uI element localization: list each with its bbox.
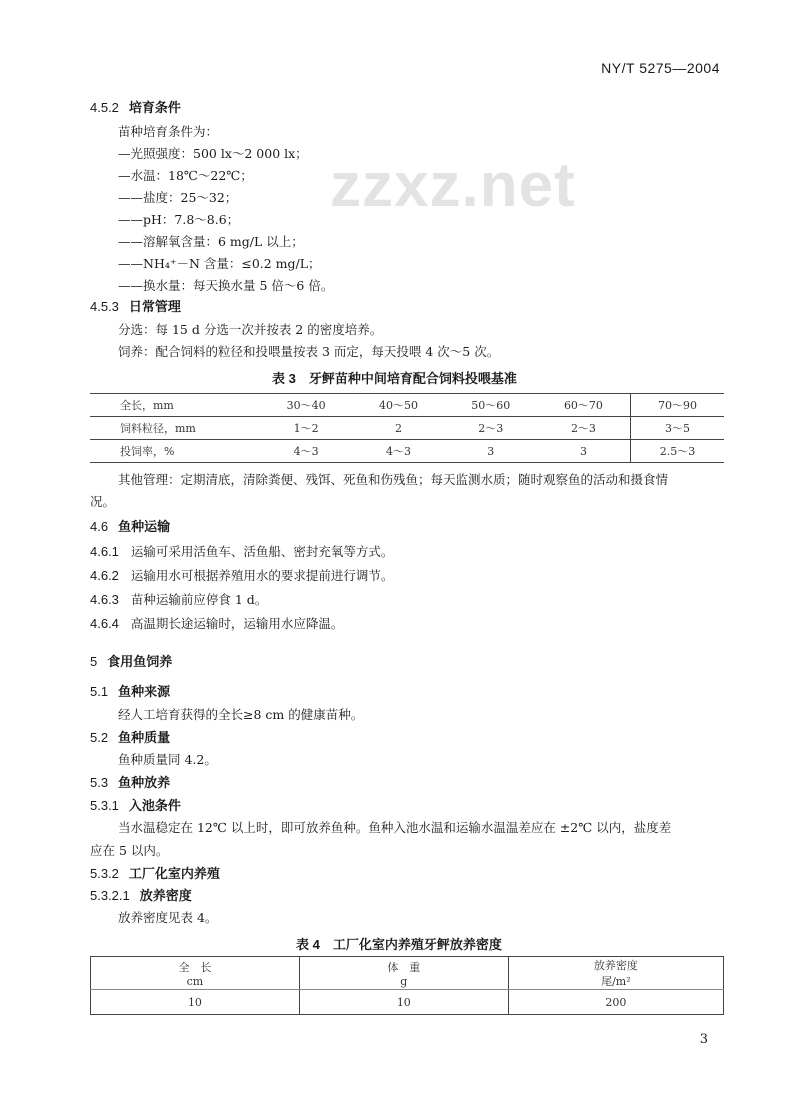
list-item: ——换水量：每天换水量 5 倍～6 倍。 [118,278,334,293]
section-heading-4-5-3 [90,299,181,315]
clause-text: 运输可采用活鱼车、活鱼船、密封充氧等方式。 [130,544,394,559]
paragraph: 鱼种质量同 4.2。 [118,752,217,767]
table-header-cell: 全 长 cm [91,957,300,990]
section-title: 培育条件 [128,100,181,115]
section-number: 4.6 [90,519,109,534]
section-heading-5-3 [90,775,170,791]
clause-4-6-2 [90,568,393,584]
section-title: 放养密度 [139,888,192,903]
section-heading-4-5-2 [90,100,181,116]
table-header-cell: 放养密度 尾/m² [508,957,723,990]
section-heading-4-6 [90,519,170,535]
paragraph: 苗种培育条件为： [118,124,219,139]
table-cell: 10 [91,990,300,1015]
section-number: 5.3.2 [90,866,119,881]
table-cell: 40～50 [352,394,444,417]
section-number: 4.5.3 [90,299,119,314]
table-cell: 200 [508,990,723,1015]
table-cell: 饲料粒径，mm [90,417,260,440]
table-3-caption: 表 3 牙鲆苗种中间培育配合饲料投喂基准 [272,371,517,386]
section-heading-5-3-1 [90,798,181,814]
section-number: 5.3.1 [90,798,119,813]
watermark: zzxz.net [330,151,576,220]
section-heading-5-3-2 [90,866,220,882]
table-header-row [91,957,724,990]
table-cell: 30～40 [260,394,352,417]
standard-code-header: NY/T 5275—2004 [601,60,720,76]
table-cell: 4～3 [260,440,352,463]
clause-number: 4.6.4 [90,616,119,631]
clause-4-6-4 [90,616,343,632]
paragraph: 应在 5 以内。 [90,843,169,858]
clause-number: 4.6.3 [90,592,119,607]
table-cell: 投饲率，% [90,440,260,463]
table-cell: 50～60 [445,394,537,417]
list-item: ——盐度：25～32； [118,190,238,205]
table-cell: 3 [537,440,631,463]
table-header-cell: 体 重 g [299,957,508,990]
page-number: 3 [699,1032,708,1047]
table-cell: 60～70 [537,394,631,417]
table-cell: 2～3 [537,417,631,440]
section-number: 5.2 [90,730,109,745]
clause-4-6-3 [90,592,267,608]
chapter-heading-5 [90,654,172,670]
list-item: —光照强度：500 lx～2 000 lx； [118,146,308,161]
table-row [91,990,724,1015]
section-heading-5-1 [90,684,170,700]
table-3 [90,393,724,463]
section-title: 鱼种质量 [118,730,171,745]
section-number: 5 [90,654,98,669]
table-row [90,394,724,417]
section-title: 食用鱼饲养 [107,654,173,669]
list-item: —水温：18℃～22℃； [118,168,253,183]
list-item: ——NH₄⁺－N 含量：≤0.2 mg/L； [118,256,321,271]
section-title: 鱼种运输 [118,519,171,534]
section-title: 日常管理 [128,299,181,314]
list-item: ——溶解氧含量：6 mg/L 以上； [118,234,304,249]
section-title: 鱼种来源 [118,684,171,699]
table-4 [90,956,724,1015]
paragraph: 其他管理：定期清底，清除粪便、残饵、死鱼和伤残鱼；每天监测水质；随时观察鱼的活动和摄食情 [118,472,669,487]
paragraph: 放养密度见表 4。 [118,910,218,925]
clause-number: 4.6.2 [90,568,119,583]
clause-text: 高温期长途运输时，运输用水应降温。 [130,616,344,631]
table-cell: 全长，mm [90,394,260,417]
section-title: 鱼种放养 [118,775,171,790]
section-title: 工厂化室内养殖 [128,866,220,881]
clause-number: 4.6.1 [90,544,119,559]
table-4-caption: 表 4 工厂化室内养殖牙鲆放养密度 [296,937,502,952]
table-cell: 2～3 [445,417,537,440]
paragraph: 况。 [90,494,116,509]
table-cell: 10 [299,990,508,1015]
table-cell: 1～2 [260,417,352,440]
table-cell: 70～90 [630,394,724,417]
paragraph: 饲养：配合饲料的粒径和投喂量按表 3 而定，每天投喂 4 次～5 次。 [118,344,500,359]
table-cell: 4～3 [352,440,444,463]
table-cell: 2 [352,417,444,440]
clause-text: 苗种运输前应停食 1 d。 [130,592,268,607]
section-number: 4.5.2 [90,100,119,115]
table-row [90,417,724,440]
table-cell: 3 [445,440,537,463]
section-title: 入池条件 [128,798,181,813]
section-heading-5-3-2-1 [90,888,192,904]
table-cell: 3～5 [630,417,724,440]
section-heading-5-2 [90,730,170,746]
table-row [90,440,724,463]
table-cell: 2.5～3 [630,440,724,463]
clause-text: 运输用水可根据养殖用水的要求提前进行调节。 [130,568,394,583]
section-number: 5.3 [90,775,109,790]
list-item: ——pH：7.8～8.6； [118,212,240,227]
clause-4-6-1 [90,544,393,560]
section-number: 5.1 [90,684,109,699]
section-number: 5.3.2.1 [90,888,130,903]
paragraph: 经人工培育获得的全长≥8 cm 的健康苗种。 [118,707,364,722]
paragraph: 分选：每 15 d 分选一次并按表 2 的密度培养。 [118,322,383,337]
paragraph: 当水温稳定在 12℃ 以上时，即可放养鱼种。鱼种入池水温和运输水温温差应在 ±2℃ 以内，盐度差 [118,820,672,835]
